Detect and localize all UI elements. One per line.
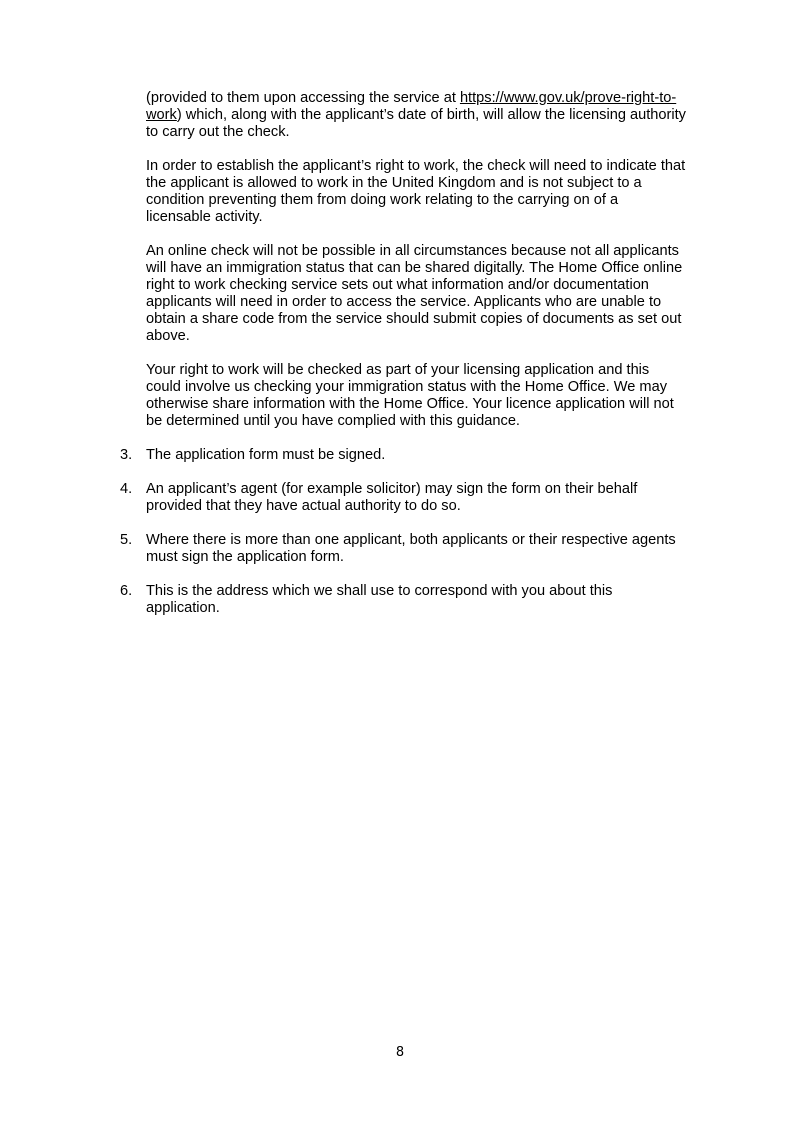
page-number: 8 [395, 1045, 405, 1060]
numbered-item-3 [120, 447, 686, 464]
continuation-text-after-link: ) which, along with the applicant’s date of birth, will allow the licensing authority to carry out the check. [146, 107, 686, 140]
continuation-paragraph [146, 90, 686, 141]
online-check-paragraph: An online check will not be possible in all circumstances because not all applicants will have an immigration status that can be shared digitally. The Home Office online right to work checking service sets out what information and/or documentation applicants will need in order to access the service. Applicants who are unable to obtain a share code from the service should submit copies of documents as set out above. [146, 243, 683, 344]
item-number: 4. [120, 481, 133, 497]
item-text: The application form must be signed. [146, 447, 386, 463]
numbered-item-6 [120, 583, 686, 617]
item-text: An applicant’s agent (for example solicitor) may sign the form on their behalf provided that they have actual authority to do so. [146, 481, 638, 514]
right-to-work-check-paragraph: In order to establish the applicant’s right to work, the check will need to indicate that the applicant is allowed to work in the United Kingdom and is not subject to a condition preventing them from doing work relating to the carrying on of a licensable activity. [146, 158, 686, 225]
item-number: 6. [120, 583, 133, 599]
item-text: This is the address which we shall use to correspond with you about this application. [146, 583, 613, 616]
home-office-check-paragraph: Your right to work will be checked as part of your licensing application and this could involve us checking your immigration status with the Home Office. We may otherwise share information with the Home Office. Your licence application will not be determined until you have complied with this guidance. [146, 362, 674, 429]
page-content [120, 90, 686, 634]
item-text: Where there is more than one applicant, both applicants or their respective agents must sign the application form. [146, 532, 676, 565]
item-number: 5. [120, 532, 133, 548]
continuation-text-before-link: (provided to them upon accessing the service at [146, 90, 460, 106]
numbered-item-5 [120, 532, 686, 566]
item-number: 3. [120, 447, 133, 463]
prove-right-to-work-link[interactable]: https://www.gov.uk/prove-right-to-work [146, 90, 677, 123]
numbered-item-4 [120, 481, 686, 515]
